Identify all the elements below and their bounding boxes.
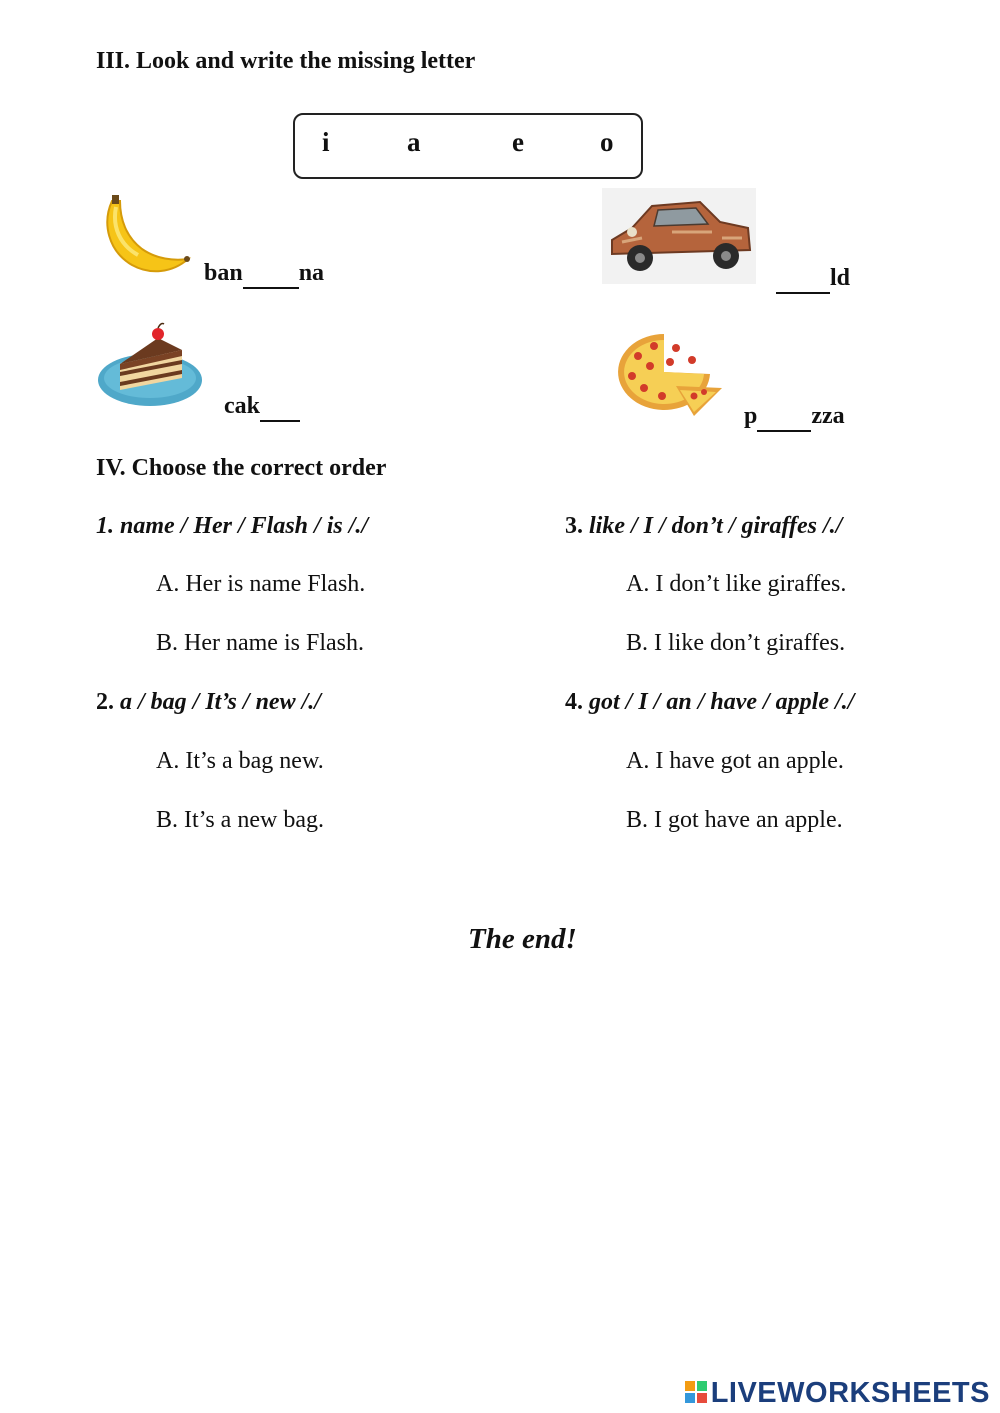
word-prefix: p bbox=[744, 403, 758, 429]
section-4-title: IV. Choose the correct order bbox=[96, 455, 387, 481]
word-prefix: ban bbox=[204, 260, 243, 286]
banana-image bbox=[98, 193, 192, 277]
word-pizza bbox=[744, 403, 845, 432]
question-number: 2. bbox=[96, 689, 114, 715]
word-cake bbox=[224, 393, 300, 422]
letter-bank bbox=[293, 113, 643, 179]
word-suffix: zza bbox=[811, 403, 845, 429]
liveworksheets-brand bbox=[685, 1377, 990, 1410]
old-answer-field[interactable] bbox=[776, 270, 830, 294]
question-3-option-b[interactable]: B. I like don’t giraffes. bbox=[626, 630, 846, 656]
letter-o: o bbox=[600, 127, 614, 157]
letter-a: a bbox=[407, 127, 421, 157]
question-number: 3. bbox=[565, 513, 583, 539]
brand-name: LIVEWORKSHEETS bbox=[710, 1377, 990, 1409]
letter-e: e bbox=[512, 127, 524, 157]
question-3-option-a[interactable]: A. I don’t like giraffes. bbox=[626, 571, 847, 597]
question-1-option-a[interactable]: A. Her is name Flash. bbox=[156, 571, 366, 597]
old-car-image bbox=[602, 188, 756, 284]
question-2-option-b[interactable]: B. It’s a new bag. bbox=[156, 807, 324, 833]
question-prompt: name / Her / Flash / is /./ bbox=[120, 513, 369, 539]
banana-answer-field[interactable] bbox=[243, 265, 299, 289]
cake-image bbox=[98, 322, 204, 408]
question-3 bbox=[565, 513, 842, 540]
question-number: 1. bbox=[96, 513, 114, 539]
word-banana bbox=[204, 260, 324, 289]
question-4 bbox=[565, 689, 854, 716]
question-2 bbox=[96, 689, 321, 716]
word-suffix: na bbox=[298, 260, 325, 286]
cake-answer-field[interactable] bbox=[260, 398, 300, 422]
section-3-title: III. Look and write the missing letter bbox=[96, 48, 476, 74]
question-2-option-a[interactable]: A. It’s a bag new. bbox=[156, 748, 324, 774]
liveworksheets-logo-icon bbox=[685, 1381, 707, 1405]
question-4-option-b[interactable]: B. I got have an apple. bbox=[626, 807, 843, 833]
question-prompt: got / I / an / have / apple /./ bbox=[589, 689, 855, 715]
letter-i: i bbox=[322, 127, 330, 157]
pizza-answer-field[interactable] bbox=[757, 408, 811, 432]
word-prefix: cak bbox=[224, 393, 260, 419]
question-number: 4. bbox=[565, 689, 583, 715]
question-4-option-a[interactable]: A. I have got an apple. bbox=[626, 748, 844, 774]
word-suffix: ld bbox=[830, 265, 851, 291]
question-1-option-b[interactable]: B. Her name is Flash. bbox=[156, 630, 364, 656]
end-text: The end! bbox=[468, 923, 577, 955]
question-1 bbox=[96, 513, 368, 540]
question-prompt: a / bag / It’s / new /./ bbox=[120, 689, 321, 715]
pizza-image bbox=[614, 330, 726, 418]
question-prompt: like / I / don’t / giraffes /./ bbox=[589, 513, 843, 539]
word-old bbox=[776, 265, 850, 294]
